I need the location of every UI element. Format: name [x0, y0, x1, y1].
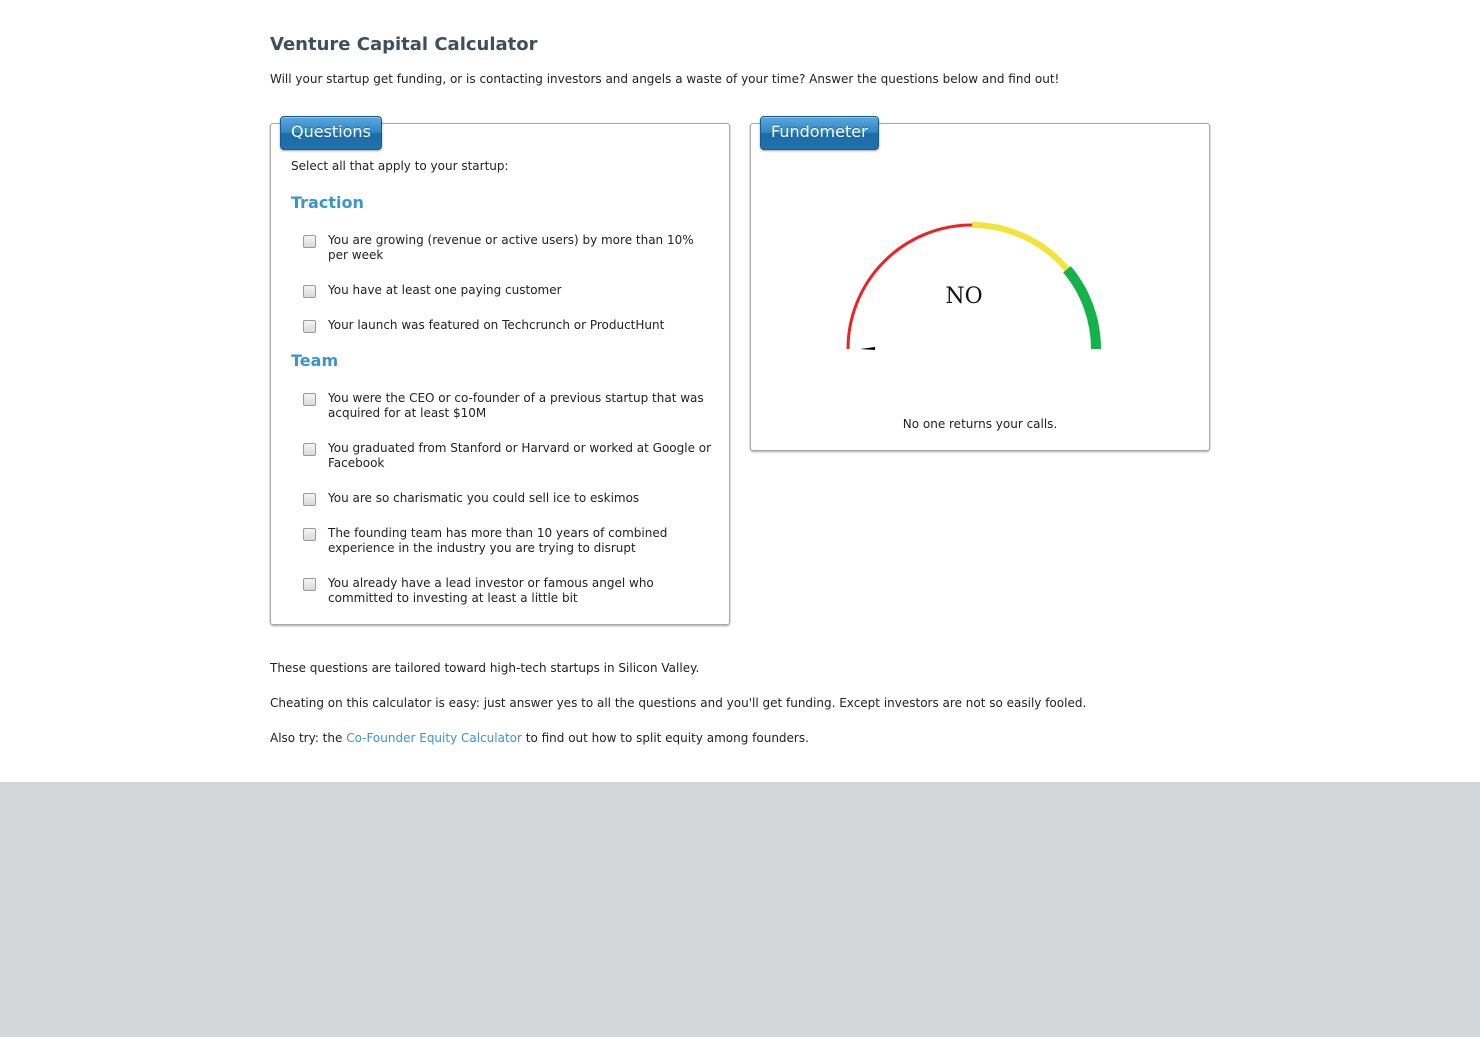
question-label[interactable]: You are so charismatic you could sell ice to eskimos	[328, 491, 640, 505]
page-title: Venture Capital Calculator	[270, 34, 538, 55]
question-checkbox[interactable]	[303, 235, 316, 248]
section-title-traction: Traction	[291, 193, 364, 212]
footer-also-try	[270, 731, 809, 745]
question-checkbox[interactable]	[303, 320, 316, 333]
fundometer-tab: Fundometer	[760, 116, 879, 150]
question-checkbox[interactable]	[303, 443, 316, 456]
gauge-arc-high	[1067, 269, 1096, 349]
question-checkbox[interactable]	[303, 393, 316, 406]
footer-note-cheating: Cheating on this calculator is easy: just answer yes to all the questions and you'll get funding. Except investors are not so easily fooled.	[270, 696, 1087, 710]
question-label[interactable]: You have at least one paying customer	[328, 283, 562, 297]
questions-panel	[270, 123, 730, 625]
question-label[interactable]: You graduated from Stanford or Harvard or worked at Google or Facebook	[328, 441, 712, 470]
gauge-needle	[860, 347, 875, 350]
gauge-arc-mid	[972, 225, 1067, 269]
questions-tab: Questions	[280, 116, 382, 150]
question-label[interactable]: The founding team has more than 10 years of combined experience in the industry you are trying to disrupt	[328, 526, 668, 555]
question-label[interactable]: You already have a lead investor or famous angel who committed to investing at least a little bit	[328, 576, 654, 605]
page-intro: Will your startup get funding, or is contacting investors and angels a waste of your time? Answer the questions below and find out!	[270, 72, 1060, 86]
question-label[interactable]: You were the CEO or co-founder of a previous startup that was acquired for at least $10M	[328, 391, 704, 420]
question-checkbox[interactable]	[303, 493, 316, 506]
question-label[interactable]: You are growing (revenue or active users) by more than 10% per week	[328, 233, 694, 262]
fundometer-panel	[750, 123, 1210, 451]
fundometer-caption: No one returns your calls.	[902, 417, 1058, 431]
fundometer-gauge	[751, 124, 1209, 450]
question-checkbox[interactable]	[303, 578, 316, 591]
footer-note-region: These questions are tailored toward high-tech startups in Silicon Valley.	[270, 661, 700, 675]
section-title-team: Team	[291, 351, 339, 370]
question-checkbox[interactable]	[303, 528, 316, 541]
select-instruction: Select all that apply to your startup:	[291, 159, 509, 173]
fundometer-answer: NO	[945, 284, 983, 309]
question-checkbox[interactable]	[303, 285, 316, 298]
question-label[interactable]: Your launch was featured on Techcrunch or ProductHunt	[328, 318, 665, 332]
cofounder-equity-link[interactable]: Co-Founder Equity Calculator	[346, 731, 522, 745]
also-try-suffix: to find out how to split equity among founders.	[521, 731, 809, 745]
also-try-prefix: Also try: the	[270, 731, 347, 745]
